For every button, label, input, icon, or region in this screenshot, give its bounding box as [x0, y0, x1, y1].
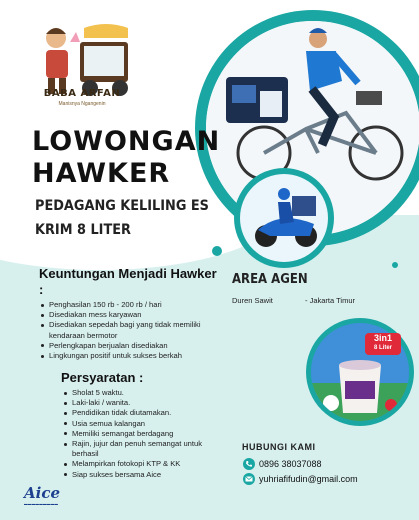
- list-item: Laki-laki / wanita.: [64, 398, 229, 408]
- area-district: Duren Sawit: [232, 296, 273, 305]
- decor-dot: [392, 262, 398, 268]
- list-item: Lingkungan positif untuk sukses berkah: [41, 351, 221, 361]
- subheadline-line-2: KRIM 8 LITER: [35, 222, 131, 238]
- subheadline-line-1: PEDAGANG KELILING ES: [35, 198, 209, 214]
- list-item: Usia semua kalangan: [64, 419, 229, 429]
- list-item: Penghasilan 150 rb - 200 rb / hari: [41, 300, 221, 310]
- brand-tagline: Manisnya Ngangenin: [58, 101, 106, 107]
- aice-logo-mark: ▬▬▬▬▬▬▬▬▬: [24, 502, 59, 506]
- scooter-illustration: [240, 174, 328, 262]
- list-item: Disediakan sepedah bagi yang tidak memiliki kendaraan bermotor: [41, 320, 221, 340]
- headline-line-1: LOWONGAN: [32, 126, 221, 157]
- brand-name: BABA ARFAN: [43, 88, 121, 99]
- product-badge-bottom: 8 Liter: [373, 345, 392, 351]
- list-item: Pendidikan tidak diutamakan.: [64, 408, 229, 418]
- contact-email[interactable]: yuhriafifudin@gmail.com: [259, 474, 358, 484]
- list-item: Sholat 5 waktu.: [64, 388, 229, 398]
- list-item: Memiliki semangat berdagang: [64, 429, 229, 439]
- scooter-photo: [240, 174, 328, 262]
- list-item: Melampirkan fotokopi KTP & KK: [64, 459, 229, 469]
- area-city: - Jakarta Timur: [305, 296, 356, 305]
- aice-logo: Aice: [24, 484, 61, 502]
- email-icon: [243, 473, 255, 485]
- list-item: Perlengkapan berjualan disediakan: [41, 341, 221, 351]
- area-title: AREA AGEN: [232, 272, 308, 287]
- product-badge-top: 3in1: [373, 333, 392, 343]
- list-item: Disediakan mess karyawan: [41, 310, 221, 320]
- requirements-list: [64, 388, 229, 480]
- benefits-title: Keuntungan Menjadi Hawker :: [39, 266, 217, 297]
- contact-title: HUBUNGI KAMI: [242, 442, 316, 452]
- list-item: Siap sukses bersama Aice: [64, 470, 229, 480]
- phone-icon: [243, 458, 255, 470]
- headline-line-2: HAWKER: [32, 158, 171, 189]
- list-item: Rajin, jujur dan penuh semangat untuk berhasil: [64, 439, 229, 459]
- benefits-list: [41, 300, 221, 361]
- requirements-title: Persyaratan :: [61, 370, 144, 385]
- decor-dot: [212, 246, 222, 256]
- contact-phone[interactable]: 0896 38037088: [259, 459, 322, 469]
- product-badge: [365, 333, 401, 355]
